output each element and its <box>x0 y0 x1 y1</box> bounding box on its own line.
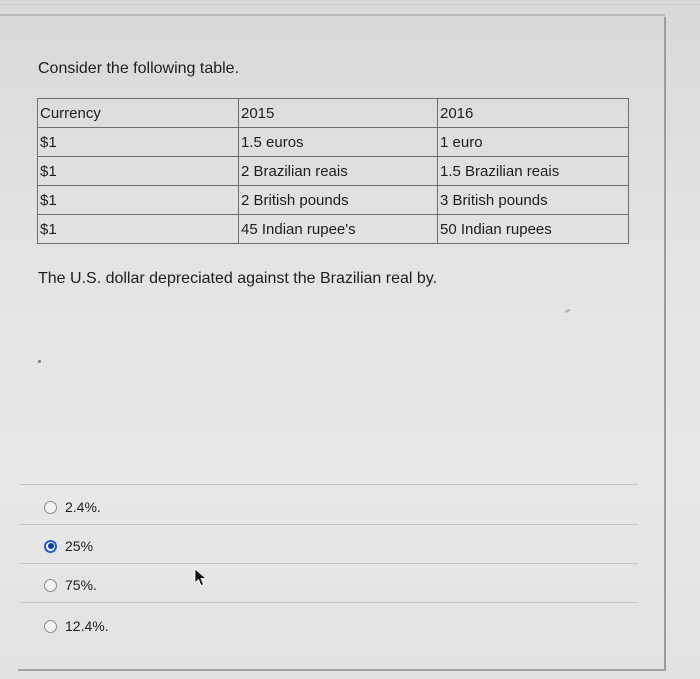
answer-option-c[interactable] <box>44 577 97 593</box>
option-label: 25% <box>65 538 94 554</box>
table-cell: $1 <box>38 215 239 244</box>
table-cell: 50 Indian rupees <box>438 215 629 244</box>
prompt-text: Consider the following table. <box>38 60 240 77</box>
mouse-cursor-icon <box>194 568 208 588</box>
table-row <box>38 186 629 215</box>
screen-speck <box>38 360 41 363</box>
table-row <box>38 215 629 244</box>
answer-option-d[interactable] <box>44 618 109 634</box>
header-2016: 2016 <box>438 99 629 128</box>
option-label: 12.4%. <box>65 618 109 634</box>
table-cell: 45 Indian rupee's <box>239 215 438 244</box>
option-divider <box>20 524 638 525</box>
table-cell: $1 <box>38 186 239 215</box>
radio-button[interactable] <box>44 501 57 514</box>
top-edge-line <box>0 4 700 5</box>
header-divider <box>0 14 665 16</box>
table-cell: 3 British pounds <box>438 186 629 215</box>
option-divider <box>20 602 638 603</box>
table-row <box>38 128 629 157</box>
radio-button-selected[interactable] <box>44 540 57 553</box>
header-currency: Currency <box>38 99 239 128</box>
table-row <box>38 157 629 186</box>
exchange-rate-table <box>37 98 629 244</box>
header-2015: 2015 <box>239 99 438 128</box>
table-cell: 1.5 euros <box>239 128 438 157</box>
answer-option-a[interactable] <box>44 499 101 515</box>
table-cell: 2 Brazilian reais <box>239 157 438 186</box>
table-header-row <box>38 99 629 128</box>
question-text: The U.S. dollar depreciated against the Brazilian real by. <box>38 270 438 287</box>
radio-button[interactable] <box>44 620 57 633</box>
radio-button[interactable] <box>44 579 57 592</box>
table-cell: 2 British pounds <box>239 186 438 215</box>
option-divider <box>20 563 638 564</box>
option-label: 2.4%. <box>65 499 101 515</box>
answer-option-b[interactable] <box>44 538 93 554</box>
table-cell: $1 <box>38 157 239 186</box>
table-cell: 1.5 Brazilian reais <box>438 157 629 186</box>
option-label: 75%. <box>65 577 97 593</box>
table-cell: 1 euro <box>438 128 629 157</box>
option-divider <box>20 484 638 485</box>
table-cell: $1 <box>38 128 239 157</box>
